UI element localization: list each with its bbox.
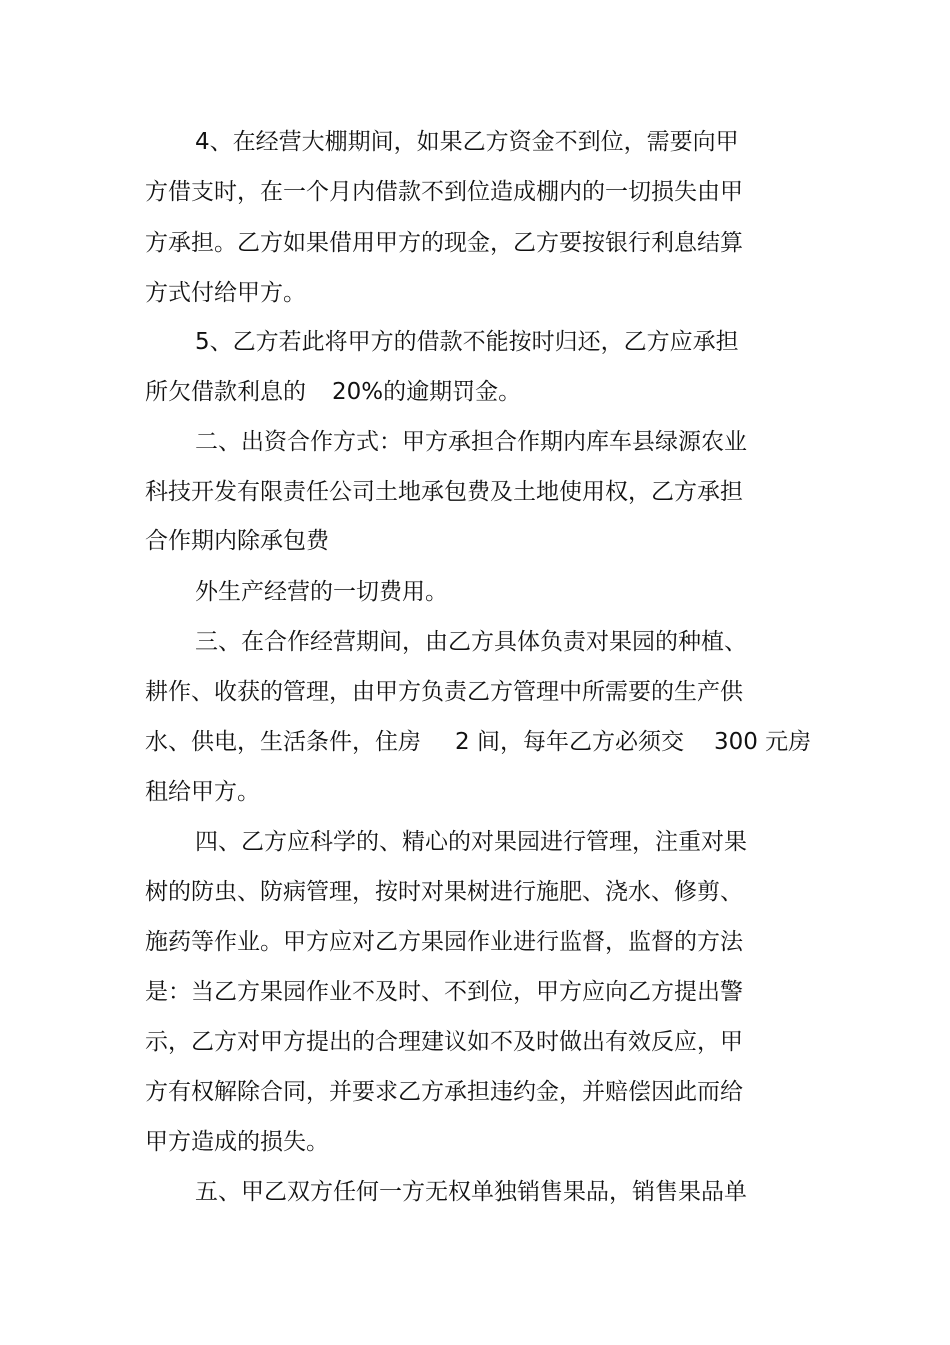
section-3-line-1: 三、在合作经营期间，由乙方具体负责对果园的种植、 bbox=[195, 629, 747, 655]
text-segment: 2 间，每年乙方必须交 bbox=[455, 729, 684, 755]
section-4-line-1: 四、乙方应科学的、精心的对果园进行管理，注重对果 bbox=[195, 829, 747, 855]
paragraph-4-line-2: 方借支时，在一个月内借款不到位造成棚内的一切损失由甲 bbox=[145, 179, 743, 205]
paragraph-4-line-1: 4、在经营大棚期间，如果乙方资金不到位，需要向甲 bbox=[195, 129, 739, 155]
section-4-line-6: 方有权解除合同，并要求乙方承担违约金，并赔偿因此而给 bbox=[145, 1079, 743, 1105]
paragraph-4-line-4: 方式付给甲方。 bbox=[145, 280, 306, 306]
section-3-line-4: 租给甲方。 bbox=[145, 779, 260, 805]
section-2-line-2: 科技开发有限责任公司土地承包费及土地使用权，乙方承担 bbox=[145, 479, 743, 505]
section-5-line-1: 五、甲乙双方任何一方无权单独销售果品，销售果品单 bbox=[195, 1179, 747, 1205]
text-segment: 所欠借款利息的 bbox=[145, 379, 306, 405]
text-segment: 20%的逾期罚金。 bbox=[332, 379, 522, 405]
section-4-line-4: 是：当乙方果园作业不及时、不到位，甲方应向乙方提出警 bbox=[145, 979, 743, 1005]
section-3-line-2: 耕作、收获的管理，由甲方负责乙方管理中所需要的生产供 bbox=[145, 679, 743, 705]
paragraph-5-line-2 bbox=[145, 377, 521, 407]
text-segment: 水、供电，生活条件，住房 bbox=[145, 729, 421, 755]
section-2-line-1: 二、出资合作方式：甲方承担合作期内库车县绿源农业 bbox=[195, 429, 747, 455]
section-2-line-4: 外生产经营的一切费用。 bbox=[195, 579, 448, 605]
section-4-line-2: 树的防虫、防病管理，按时对果树进行施肥、浇水、修剪、 bbox=[145, 879, 743, 905]
section-3-line-3 bbox=[145, 727, 811, 757]
section-2-line-3: 合作期内除承包费 bbox=[145, 528, 329, 554]
section-4-line-3: 施药等作业。甲方应对乙方果园作业进行监督，监督的方法 bbox=[145, 929, 743, 955]
section-4-line-7: 甲方造成的损失。 bbox=[145, 1129, 329, 1155]
text-segment: 300 元房 bbox=[713, 729, 812, 755]
paragraph-4-line-3: 方承担。乙方如果借用甲方的现金，乙方要按银行利息结算 bbox=[145, 230, 743, 256]
paragraph-5-line-1: 5、乙方若此将甲方的借款不能按时归还，乙方应承担 bbox=[195, 329, 739, 355]
section-4-line-5: 示，乙方对甲方提出的合理建议如不及时做出有效反应，甲 bbox=[145, 1029, 743, 1055]
